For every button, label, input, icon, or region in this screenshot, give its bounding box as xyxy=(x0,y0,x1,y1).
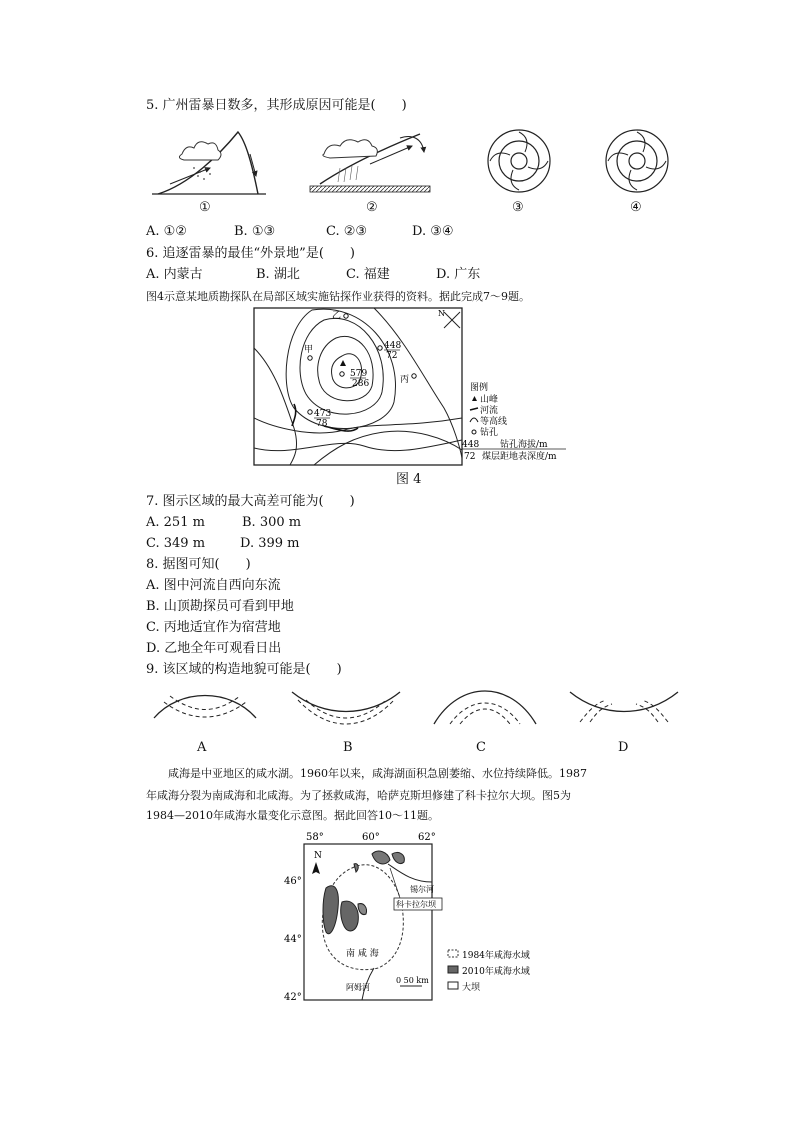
fig4-legend-sample-top: 448 xyxy=(462,440,480,450)
q5-figure-1 xyxy=(150,124,270,204)
fig4-legend-well: 钻孔 xyxy=(480,428,499,438)
fig5-lon-60: 60° xyxy=(362,832,380,843)
figure-4-contour-map xyxy=(254,308,574,468)
q5-fig-label-1: ① xyxy=(199,200,211,215)
intro-10-11-line3: 1984—2010年咸海水量变化示意图。据此回答10～11题。 xyxy=(146,809,439,822)
q5-option-a[interactable]: A. ①② xyxy=(146,224,187,239)
fig4-legend-river: 河流 xyxy=(480,406,499,416)
q9-label-c[interactable]: C xyxy=(476,740,486,755)
fig4-place-jia: 甲 xyxy=(304,345,314,355)
fig5-legend-dam: 大坝 xyxy=(462,983,481,993)
q6-option-d[interactable]: D. 广东 xyxy=(436,267,481,282)
fig5-lat-46: 46° xyxy=(284,876,302,887)
fig5-compass: N xyxy=(314,851,322,861)
q6-option-c[interactable]: C. 福建 xyxy=(346,267,390,282)
intro-10-11-line1: 咸海是中亚地区的咸水湖。1960年以来，咸海湖面积急剧萎缩、水位持续降低。1987 xyxy=(168,767,587,780)
fig4-caption: 图 4 xyxy=(396,472,422,487)
q5-option-b[interactable]: B. ①③ xyxy=(234,224,276,239)
q8-option-b[interactable]: B. 山顶勘探员可看到甲地 xyxy=(146,599,294,614)
q9-figure-d xyxy=(566,688,682,732)
q5-option-d[interactable]: D. ③④ xyxy=(412,224,454,239)
fig5-legend-2010: 2010年咸海水域 xyxy=(462,967,530,977)
fig4-well2-top: 579 xyxy=(350,369,368,379)
fig4-well3-top: 473 xyxy=(314,409,332,419)
fig4-legend-contour: 等高线 xyxy=(480,417,508,427)
q5-fig-label-3: ③ xyxy=(512,200,524,215)
q5-figure-3 xyxy=(486,128,552,194)
q5-fig-label-4: ④ xyxy=(630,200,642,215)
fig4-compass: N xyxy=(438,309,445,318)
q7-stem: 7. 图示区域的最大高差可能为( ) xyxy=(146,494,355,509)
q9-label-d[interactable]: D xyxy=(618,740,629,755)
fig5-legend-1984: 1984年咸海水域 xyxy=(462,951,530,961)
fig4-legend-top-text: 钻孔海拔/m xyxy=(500,440,548,450)
q7-option-d[interactable]: D. 399 m xyxy=(240,536,300,551)
fig4-well1-bottom: 72 xyxy=(386,351,398,361)
q9-figure-c xyxy=(430,686,540,730)
fig5-river-amu: 阿姆河 xyxy=(346,983,370,992)
q5-option-c[interactable]: C. ②③ xyxy=(326,224,368,239)
fig4-legend-sample-bottom: 72 xyxy=(464,452,476,462)
fig4-legend-title: 图例 xyxy=(470,383,489,393)
q8-stem: 8. 据图可知( ) xyxy=(146,557,251,572)
q9-figure-b xyxy=(288,688,404,732)
fig5-dam-label: 科卡拉尔坝 xyxy=(396,900,436,909)
q5-figure-4 xyxy=(604,128,670,194)
q8-option-d[interactable]: D. 乙地全年可观看日出 xyxy=(146,641,282,656)
q5-stem: 5. 广州雷暴日数多，其形成原因可能是( ) xyxy=(146,98,407,113)
fig4-well3-bottom: 78 xyxy=(316,419,328,429)
q7-option-c[interactable]: C. 349 m xyxy=(146,536,206,551)
q6-option-a[interactable]: A. 内蒙古 xyxy=(146,267,203,282)
fig5-lat-44: 44° xyxy=(284,934,302,945)
fig4-well1-top: 448 xyxy=(384,341,402,351)
fig4-legend-bottom-text: 煤层距地表深度/m xyxy=(482,452,557,462)
q5-fig-label-2: ② xyxy=(366,200,378,215)
fig5-lon-62: 62° xyxy=(418,832,436,843)
figure-5-aral-sea-map xyxy=(282,828,552,1006)
fig5-lon-58: 58° xyxy=(306,832,324,843)
fig4-place-yi: 乙 xyxy=(332,311,342,321)
legend-well-icon xyxy=(472,430,476,434)
fig5-sea-label: 南 咸 海 xyxy=(346,949,379,959)
legend-contour-icon xyxy=(470,418,478,422)
q9-stem: 9. 该区域的构造地貌可能是( ) xyxy=(146,662,342,677)
fig5-river-syr: 锡尔河 xyxy=(410,885,434,894)
fig5-scale: 0 50 km xyxy=(396,976,429,985)
fig4-place-bing: 丙 xyxy=(400,375,410,385)
fig4-well2-bottom: 286 xyxy=(352,379,370,389)
q8-option-c[interactable]: C. 丙地适宜作为宿营地 xyxy=(146,620,281,635)
legend-river-icon xyxy=(470,408,478,410)
fig4-legend-peak: 山峰 xyxy=(480,395,499,405)
fig5-lat-42: 42° xyxy=(284,992,302,1003)
q6-stem: 6. 追逐雷暴的最佳“外景地”是( ) xyxy=(146,246,355,261)
q9-label-b[interactable]: B xyxy=(343,740,353,755)
q8-option-a[interactable]: A. 图中河流自西向东流 xyxy=(146,578,281,593)
q5-figure-2 xyxy=(300,124,435,204)
q7-option-a[interactable]: A. 251 m xyxy=(146,515,205,530)
intro-7-9: 图4示意某地质勘探队在局部区域实施钻探作业获得的资料。据此完成7～9题。 xyxy=(146,290,530,303)
q9-figure-a xyxy=(150,688,260,728)
q6-option-b[interactable]: B. 湖北 xyxy=(256,267,300,282)
intro-10-11-line2: 年咸海分裂为南咸海和北咸海。为了拯救咸海，哈萨克斯坦修建了科卡拉尔大坝。图5为 xyxy=(146,789,571,802)
q7-option-b[interactable]: B. 300 m xyxy=(242,515,302,530)
legend-peak-icon xyxy=(472,396,477,401)
q9-label-a[interactable]: A xyxy=(197,740,207,755)
